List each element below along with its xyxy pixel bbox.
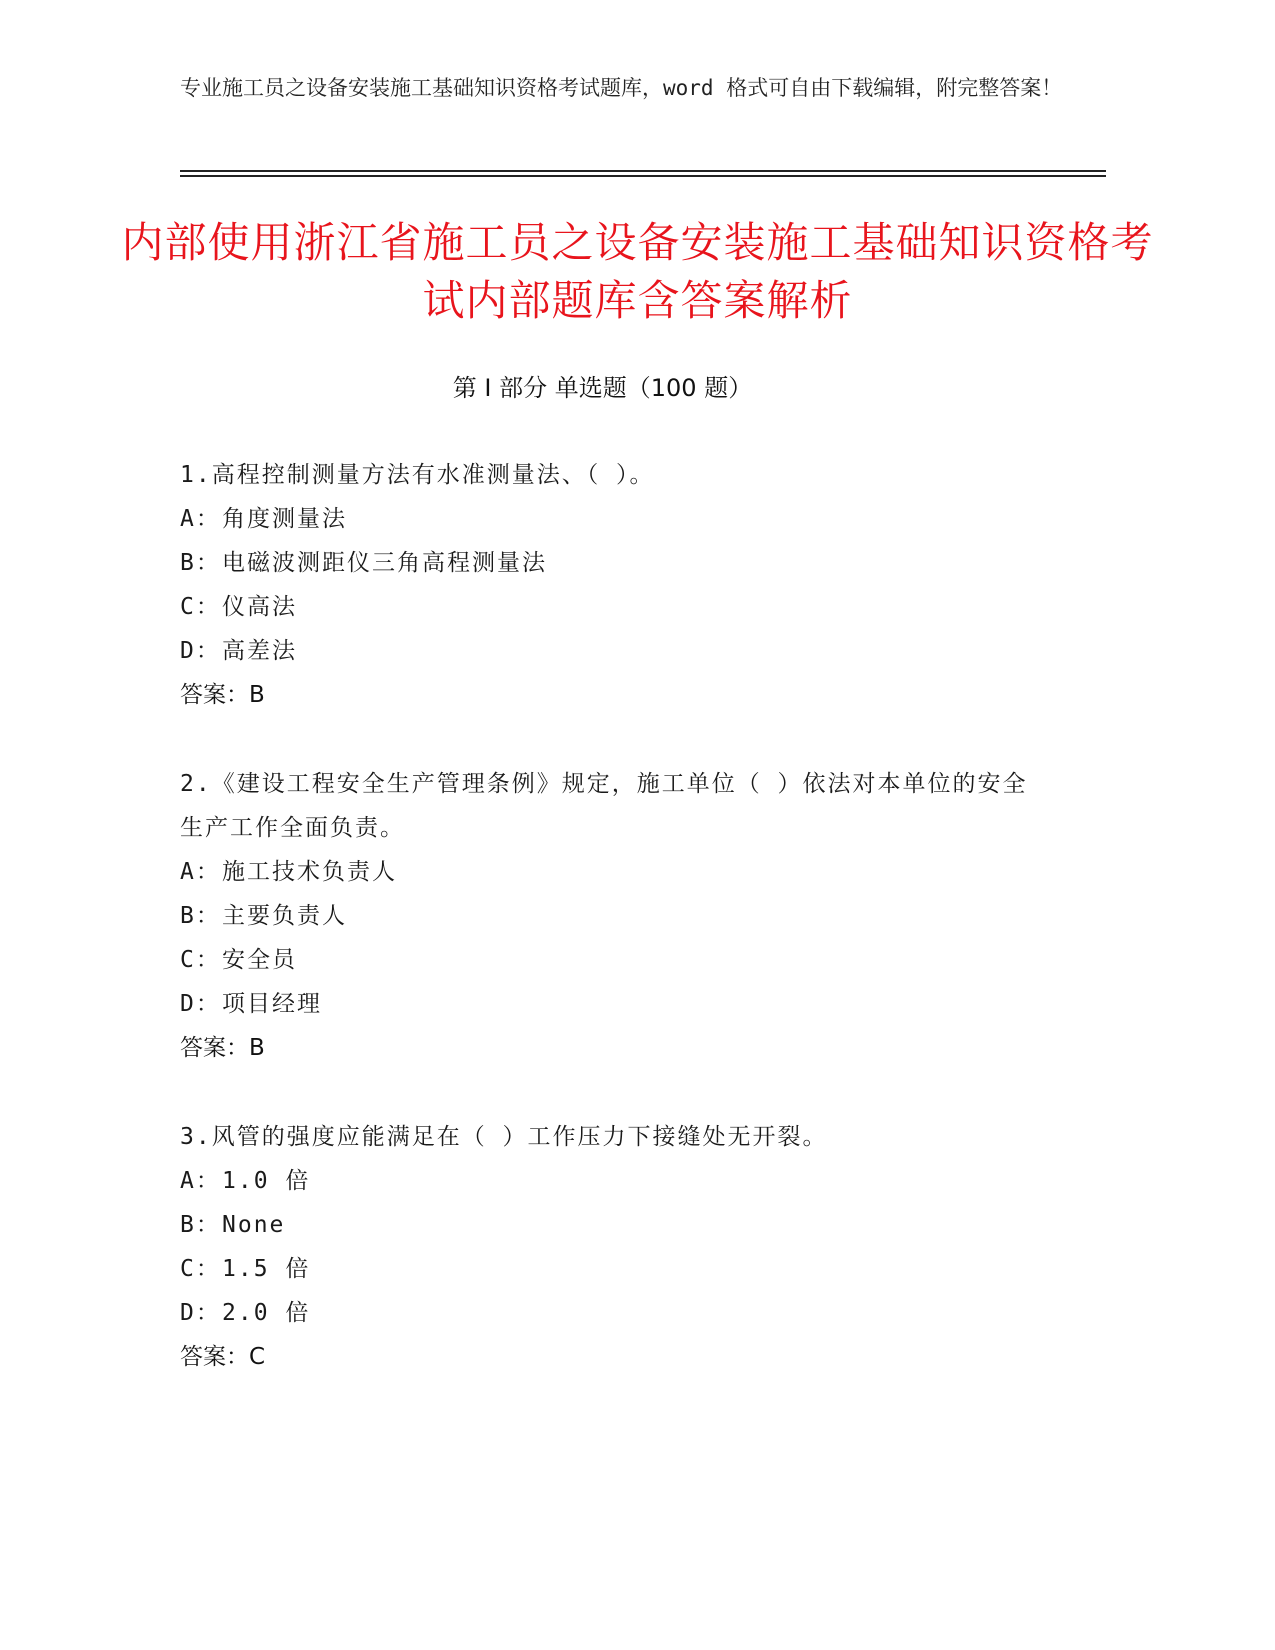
option-c [180,938,1040,982]
answer-line: 答案：B [180,1035,265,1061]
option-b [180,894,1040,938]
option-key: C： [180,594,221,620]
option-a [180,497,1040,541]
header-note: 专业施工员之设备安装施工基础知识资格考试题库，word 格式可自由下载编辑，附完整答案！ [180,76,1063,100]
document-title: 内部使用浙江省施工员之设备安装施工基础知识资格考试内部题库含答案解析 [121,218,1154,325]
section-heading: 第 I 部分 单选题（100 题） [452,374,753,402]
option-text: 施工技术负责人 [222,859,397,885]
option-key: D： [180,991,221,1017]
question-2 [180,762,1040,1070]
option-key: D： [180,638,221,664]
option-text: 1.0 倍 [222,1168,311,1194]
option-key: C： [180,1256,221,1282]
question-1 [180,453,1040,717]
option-text: 角度测量法 [222,506,347,532]
option-text: 2.0 倍 [222,1300,311,1326]
question-stem: 3.风管的强度应能满足在（ ）工作压力下接缝处无开裂。 [180,1124,828,1150]
option-text: 安全员 [222,947,297,973]
option-key: B： [180,550,221,576]
option-key: A： [180,859,221,885]
question-stem: 2.《建设工程安全生产管理条例》规定，施工单位（ ）依法对本单位的安全生产工作全面负责。 [180,771,1028,841]
question-list [180,453,1040,1424]
option-text: None [222,1212,286,1238]
option-d [180,982,1040,1026]
question-3 [180,1115,1040,1379]
option-b [180,1203,1040,1247]
option-key: C： [180,947,221,973]
option-key: A： [180,506,221,532]
answer-line: 答案：C [180,1344,266,1370]
option-d [180,629,1040,673]
option-a [180,850,1040,894]
header-divider-top [180,170,1106,172]
option-key: D： [180,1300,221,1326]
option-d [180,1291,1040,1335]
option-key: A： [180,1168,221,1194]
option-c [180,1247,1040,1291]
option-a [180,1159,1040,1203]
option-b [180,541,1040,585]
option-text: 高差法 [222,638,297,664]
option-key: B： [180,903,221,929]
option-key: B： [180,1212,221,1238]
option-text: 主要负责人 [222,903,347,929]
header-divider-bottom [180,175,1106,177]
question-stem: 1.高程控制测量方法有水准测量法、（ ）。 [180,462,655,488]
option-text: 仪高法 [222,594,297,620]
answer-line: 答案：B [180,682,265,708]
option-text: 项目经理 [222,991,322,1017]
option-text: 1.5 倍 [222,1256,311,1282]
option-text: 电磁波测距仪三角高程测量法 [222,550,547,576]
option-c [180,585,1040,629]
